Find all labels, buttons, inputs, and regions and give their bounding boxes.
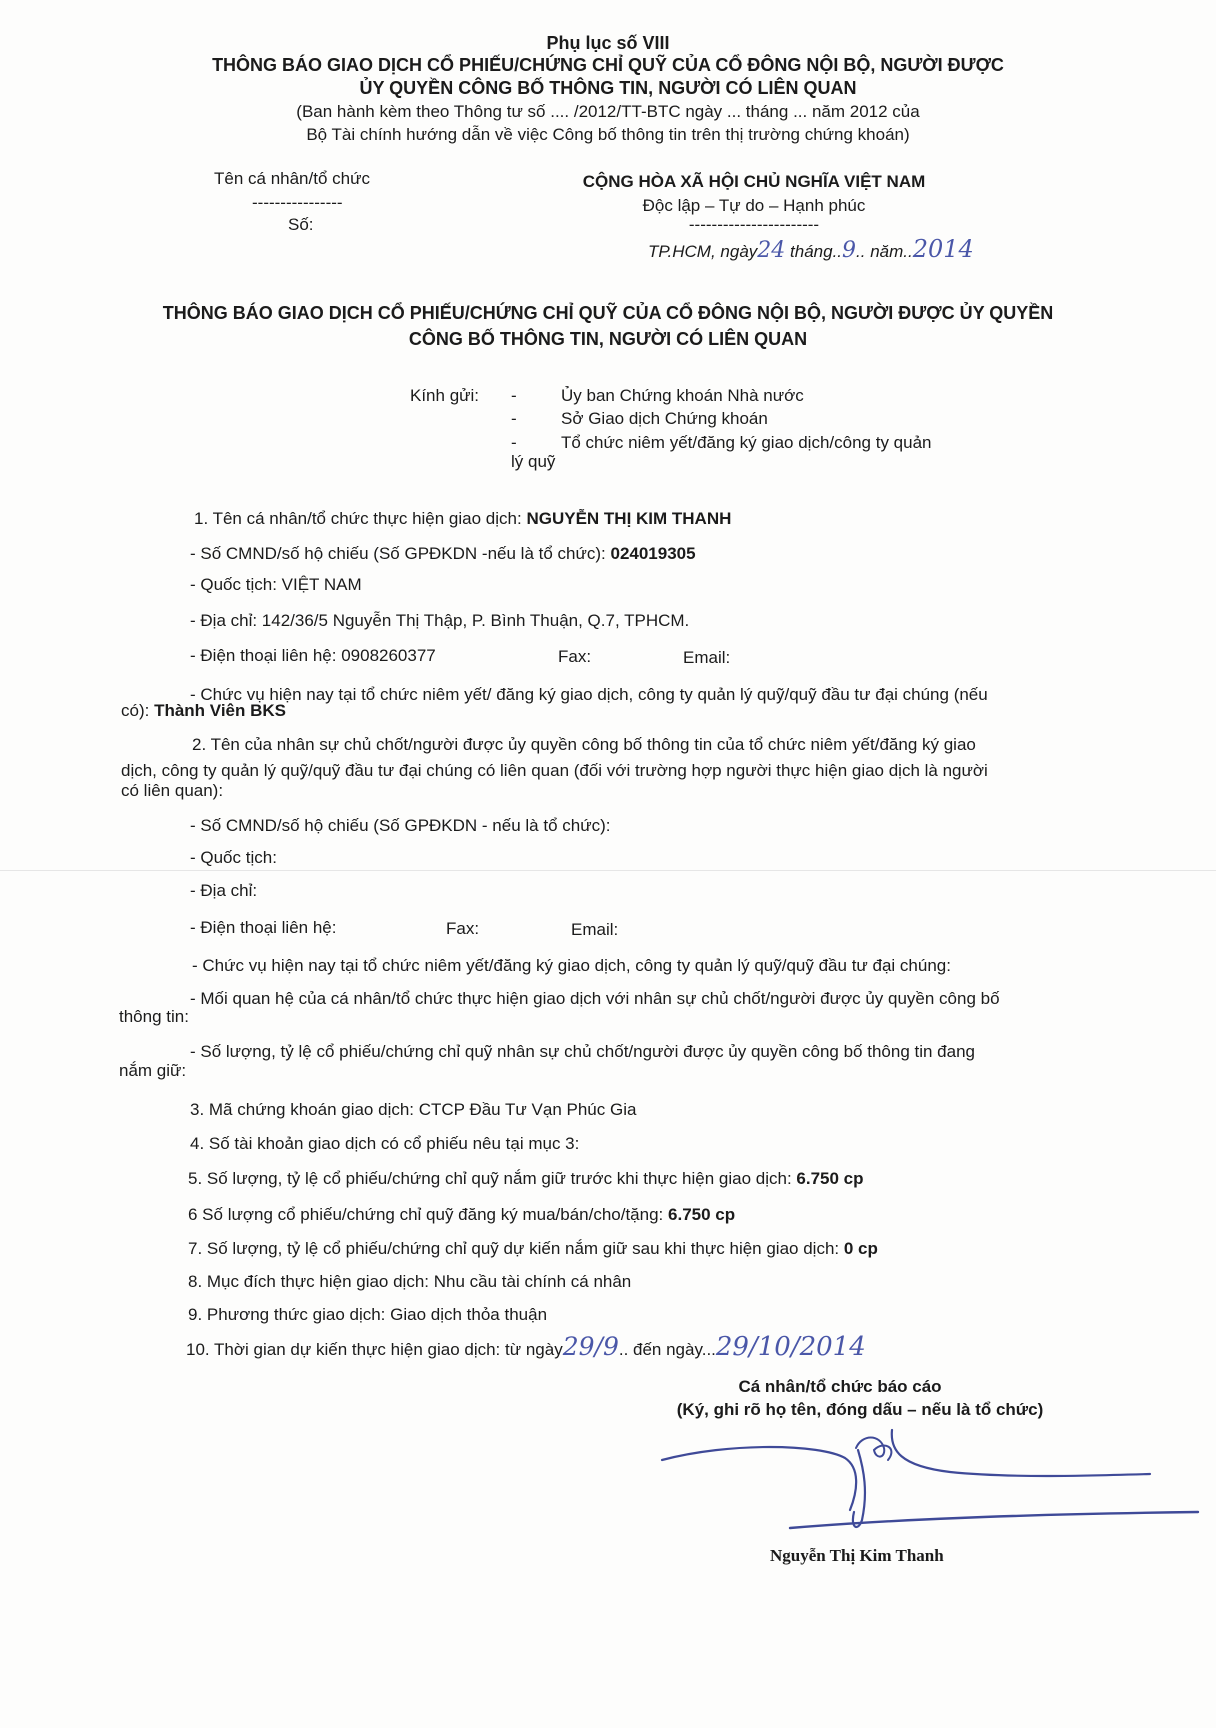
item-10: 10. Thời gian dự kiến thực hiện giao dịch: từ ngày29/9.. đến ngày...29/10/2014 (186, 1332, 866, 1362)
year-label: năm (870, 242, 904, 261)
recipient-dash: - (511, 433, 517, 452)
trader-id-value: 024019305 (610, 544, 696, 563)
item-10-to-date: 29/10/2014 (715, 1332, 866, 1362)
item-6-value: 6.750 cp (668, 1205, 736, 1224)
item-5-value: 6.750 cp (796, 1169, 864, 1188)
related-person-line3: có liên quan): (121, 781, 224, 800)
relation-line2: thông tin: (119, 1007, 189, 1026)
national-motto: Độc lập – Tự do – Hạnh phúc (642, 196, 866, 215)
item-7 (188, 1238, 878, 1260)
recipient-item: Tổ chức niêm yết/đăng ký giao dịch/công ty quản (561, 433, 932, 452)
item-6-label: 6 Số lượng cổ phiếu/chứng chỉ quỹ đăng ký mua/bán/cho/tặng: (188, 1205, 664, 1224)
item-5-label: 5. Số lượng, tỷ lệ cổ phiếu/chứng chỉ quỹ nắm giữ trước khi thực hiện giao dịch: (188, 1169, 792, 1188)
related-id: - Số CMND/số hộ chiếu (Số GPĐKDN - nếu là tổ chức): (190, 816, 611, 835)
annex-heading-line2: ỦY QUYỀN CÔNG BỐ THÔNG TIN, NGƯỜI CÓ LIÊN QUAN (359, 78, 857, 98)
trader-nationality: - Quốc tịch: VIỆT NAM (190, 575, 362, 594)
related-position: - Chức vụ hiện nay tại tổ chức niêm yết/đăng ký giao dịch, công ty quản lý quỹ/quỹ đầu tư đại chúng: (192, 956, 951, 975)
recipient-dash: - (511, 386, 517, 405)
trader-address: - Địa chỉ: 142/36/5 Nguyễn Thị Thập, P. Bình Thuận, Q.7, TPHCM. (190, 611, 690, 630)
trader-id-row (190, 543, 696, 565)
recipient-item: Sở Giao dịch Chứng khoán (561, 409, 768, 428)
related-holding-line1: - Số lượng, tỷ lệ cổ phiếu/chứng chỉ quỹ nhân sự chủ chốt/người được ủy quyền công bố thông tin đang (190, 1042, 975, 1061)
org-dashes: ---------------- (252, 193, 343, 212)
relation-line1: - Mối quan hệ của cá nhân/tổ chức thực hiện giao dịch với nhân sự chủ chốt/người được ủy quyền công bố (190, 989, 1000, 1008)
document-number-label: Số: (288, 215, 314, 234)
related-email: Email: (571, 920, 619, 939)
related-holding-line2: nắm giữ: (119, 1061, 187, 1080)
annex-issued-line1: (Ban hành kèm theo Thông tư số .... /2012/TT-BTC ngày ... tháng ... năm 2012 của (296, 102, 920, 121)
item-3: 3. Mã chứng khoán giao dịch: CTCP Đầu Tư Vạn Phúc Gia (190, 1100, 637, 1119)
related-person-line2: dịch, công ty quản lý quỹ/quỹ đầu tư đại chúng có liên quan (đối với trường hợp người thực hiện giao dịch là người (121, 761, 988, 780)
trader-fax: Fax: (558, 647, 592, 666)
motto-dashes: ----------------------- (688, 215, 820, 234)
month-label: tháng (790, 242, 833, 261)
annex-title: Phụ lục số VIII (546, 33, 670, 53)
trader-position-line2 (121, 700, 286, 722)
trader-position-line1: - Chức vụ hiện nay tại tổ chức niêm yết/ đăng ký giao dịch, công ty quản lý quỹ/quỹ đầu tư đại chúng (nếu (190, 685, 988, 704)
date-month: 9 (842, 238, 857, 263)
signer-name: Nguyễn Thị Kim Thanh (770, 1546, 944, 1565)
item-8: 8. Mục đích thực hiện giao dịch: Nhu cầu tài chính cá nhân (188, 1272, 632, 1291)
recipient-item: Ủy ban Chứng khoán Nhà nước (561, 386, 804, 405)
related-nationality: - Quốc tịch: (190, 848, 277, 867)
signature-mark (650, 1420, 1210, 1540)
date-day: 24 (757, 238, 786, 263)
signer-instruction: (Ký, ghi rõ họ tên, đóng dấu – nếu là tổ chức) (676, 1400, 1044, 1419)
recipients-label: Kính gửi: (410, 386, 480, 405)
related-address: - Địa chỉ: (190, 881, 258, 900)
item-10-from-date: 29/9 (562, 1332, 619, 1361)
trader-position-value: Thành Viên BKS (154, 701, 287, 720)
item-7-value: 0 cp (843, 1239, 878, 1258)
date-year: 2014 (912, 235, 974, 263)
trader-email: Email: (683, 648, 731, 667)
item-10-to-label: đến ngày (633, 1340, 702, 1359)
trader-position-prefix: có): (121, 701, 150, 720)
notice-title-line2: CÔNG BỐ THÔNG TIN, NGƯỜI CÓ LIÊN QUAN (408, 329, 808, 349)
item-7-label: 7. Số lượng, tỷ lệ cổ phiếu/chứng chỉ quỹ dự kiến nắm giữ sau khi thực hiện giao dịch: (188, 1239, 840, 1258)
place-date: TP.HCM, ngày24 tháng..9.. năm..2014 (648, 235, 974, 263)
item-6 (188, 1204, 735, 1226)
notice-title-line1: THÔNG BÁO GIAO DỊCH CỔ PHIẾU/CHỨNG CHỈ QUỸ CỦA CỔ ĐÔNG NỘI BỘ, NGƯỜI ĐƯỢC ỦY QUYỀN (162, 303, 1054, 323)
trader-name-label: 1. Tên cá nhân/tổ chức thực hiện giao dịch: (194, 509, 522, 528)
annex-issued-line2: Bộ Tài chính hướng dẫn về việc Công bố thông tin trên thị trường chứng khoán) (306, 125, 910, 144)
item-4: 4. Số tài khoản giao dịch có cổ phiếu nêu tại mục 3: (190, 1134, 580, 1153)
org-name-label: Tên cá nhân/tổ chức (214, 169, 370, 188)
trader-name-value: NGUYỄN THỊ KIM THANH (526, 509, 732, 528)
republic-title: CỘNG HÒA XÃ HỘI CHỦ NGHĨA VIỆT NAM (582, 172, 926, 191)
trader-id-label: - Số CMND/số hộ chiếu (Số GPĐKDN -nếu là tổ chức): (190, 544, 606, 563)
signer-title: Cá nhân/tổ chức báo cáo (738, 1377, 942, 1396)
trader-name-row (194, 508, 731, 530)
paper-fold-line (0, 870, 1216, 871)
related-phone: - Điện thoại liên hệ: (190, 918, 337, 937)
item-5 (188, 1168, 864, 1190)
place-date-prefix: TP.HCM, ngày (648, 242, 758, 261)
recipient-item-continuation: lý quỹ (511, 452, 556, 471)
item-10-label: 10. Thời gian dự kiến thực hiện giao dịch: từ ngày (186, 1340, 563, 1359)
item-9: 9. Phương thức giao dịch: Giao dịch thỏa thuận (188, 1305, 548, 1324)
related-person-line1: 2. Tên của nhân sự chủ chốt/người được ủy quyền công bố thông tin của tổ chức niêm yết/đăng ký giao (192, 735, 976, 754)
related-fax: Fax: (446, 919, 480, 938)
trader-phone: - Điện thoại liên hệ: 0908260377 (190, 646, 436, 665)
annex-heading-line1: THÔNG BÁO GIAO DỊCH CỔ PHIẾU/CHỨNG CHỈ QUỸ CỦA CỔ ĐÔNG NỘI BỘ, NGƯỜI ĐƯỢC (212, 55, 1004, 75)
recipient-dash: - (511, 409, 517, 428)
